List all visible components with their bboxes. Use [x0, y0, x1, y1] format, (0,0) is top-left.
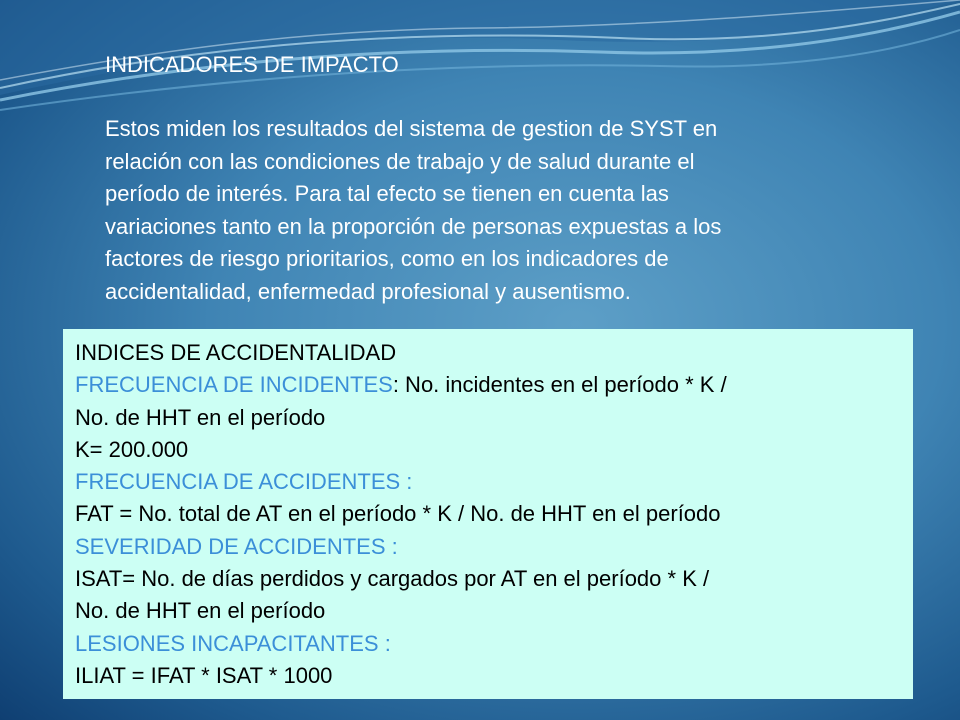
- paragraph-line: factores de riesgo prioritarios, como en los indicadores de: [105, 246, 669, 271]
- fat-formula: FAT = No. total de AT en el período * K / No. de HHT en el período: [75, 501, 721, 527]
- severidad-label: SEVERIDAD DE ACCIDENTES :: [75, 533, 398, 559]
- paragraph-line: accidentalidad, enfermedad profesional y ausentismo.: [105, 278, 631, 304]
- paragraph-line: Estos miden los resultados del sistema de gestion de SYST en: [105, 116, 718, 141]
- accident-indices-box: [63, 329, 913, 699]
- frecuencia-incidentes-line: [75, 369, 913, 401]
- iliat-formula: ILIAT = IFAT * ISAT * 1000: [75, 662, 333, 688]
- indices-heading: INDICES DE ACCIDENTALIDAD: [75, 340, 397, 365]
- frecuencia-incidentes-formula-cont: No. de HHT en el período: [75, 404, 326, 430]
- k-value: K= 200.000: [75, 436, 189, 462]
- isat-formula-cont: No. de HHT en el período: [75, 598, 326, 624]
- paragraph-line: relación con las condiciones de trabajo y de salud durante el: [105, 148, 695, 174]
- lesiones-label: LESIONES INCAPACITANTES :: [75, 630, 391, 656]
- frecuencia-incidentes-label: FRECUENCIA DE INCIDENTES: [75, 372, 393, 398]
- frecuencia-incidentes-formula: : No. incidentes en el período * K /: [392, 372, 727, 398]
- isat-formula: ISAT= No. de días perdidos y cargados por AT en el período * K /: [75, 566, 710, 592]
- slide-title: INDICADORES DE IMPACTO: [105, 52, 399, 77]
- paragraph-line: período de interés. Para tal efecto se tienen en cuenta las: [105, 181, 669, 206]
- paragraph-line: variaciones tanto en la proporción de personas expuestas a los: [105, 213, 722, 239]
- description-paragraph: [105, 113, 885, 308]
- frecuencia-accidentes-label: FRECUENCIA DE ACCIDENTES :: [75, 469, 413, 495]
